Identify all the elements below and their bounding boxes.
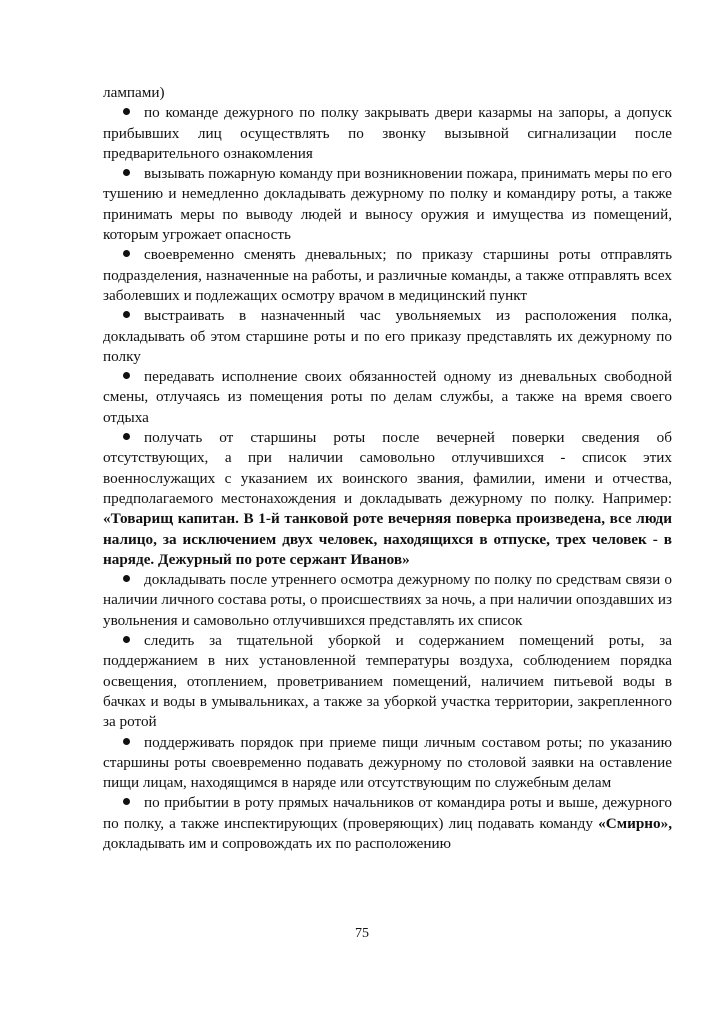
list-item: выстраивать в назначенный час увольняемых из расположения полка, докладывать об этом старшине роты и по его приказу представлять их дежурному по полку: [103, 307, 672, 365]
bullet-icon: [123, 311, 130, 318]
list-item: своевременно сменять дневальных; по приказу старшины роты отправлять подразделения, назначенные на работы, и различные команды, а также отправлять всех заболевших и подлежащих осмотру врачом в медицинский пункт: [103, 246, 672, 304]
bullet-icon: [123, 575, 130, 582]
bullet-icon: [123, 798, 130, 805]
report-example: «Товарищ капитан. В 1-й танковой роте вечерняя поверка произведена, все люди налицо, за исключением двух человек, находящихся в отпуске, трех человек - в наряде. Дежурный по роте сержант Иванов»: [103, 510, 672, 568]
continuation-text: лампами): [103, 84, 165, 101]
bullet-icon: [123, 169, 130, 176]
bullet-icon: [123, 433, 130, 440]
list-item: по прибытии в роту прямых начальников от командира роты и выше, дежурного по полку, а также инспектирующих (проверяющих) лиц подавать команду «Смирно», докладывать им и сопровождать их по расположению: [103, 794, 672, 852]
list-item: по команде дежурного по полку закрывать двери казармы на запоры, а допуск прибывших лиц осуществлять по звонку вызывной сигнализации после предварительного ознакомления: [103, 104, 672, 162]
list-item: докладывать после утреннего осмотра дежурному по полку по средствам связи о наличии личного состава роты, о происшествиях за ночь, а при наличии опоздавших из увольнения и самовольно отлучившихся представлять их список: [103, 571, 672, 629]
list-item: поддерживать порядок при приеме пищи личным составом роты; по указанию старшины роты своевременно подавать дежурному по столовой заявки на оставление пищи лицам, находящимся в наряде или отсутствующим по служебным делам: [103, 733, 672, 792]
list-item: получать от старшины роты после вечерней поверки сведения об отсутствующих, а при наличии самовольно отлучившихся - список этих военнослужащих с указанием их воинского звания, фамилии, имени и отчества, предполагаемого местонахождения и докладывать дежурному по полку. Например: «Товарищ капитан. В 1-й танковой роте вечерняя поверка произведена, все люди налицо, за исключением двух человек, находящихся в отпуске, трех человек - в наряде. Дежурный по роте сержант Иванов»: [103, 429, 672, 568]
bullet-icon: [123, 636, 130, 643]
page-number: 75: [355, 926, 369, 941]
document-body: [103, 83, 672, 854]
bullet-icon: [123, 738, 130, 745]
bullet-icon: [123, 372, 130, 379]
list-item: передавать исполнение своих обязанностей одному из дневальных свободной смены, отлучаясь из помещения роты по делам службы, а также на время своего отдыха: [103, 368, 672, 426]
bullet-icon: [123, 108, 130, 115]
list-item: следить за тщательной уборкой и содержанием помещений роты, за поддержанием в них установленной температуры воздуха, соблюдением порядка освещения, отоплением, проветриванием помещений, наличием питьевой воды в бачках и воды в умывальниках, а также за уборкой участка территории, закрепленного за ротой: [103, 632, 672, 731]
command-text: «Смирно»,: [598, 814, 672, 832]
list-item: вызывать пожарную команду при возникновении пожара, принимать меры по его тушению и немедленно докладывать дежурному по полку и командиру роты, а также принимать меры по выводу людей и выносу оружия и имущества из помещений, которым угрожает опасность: [103, 165, 672, 244]
bullet-icon: [123, 250, 130, 257]
